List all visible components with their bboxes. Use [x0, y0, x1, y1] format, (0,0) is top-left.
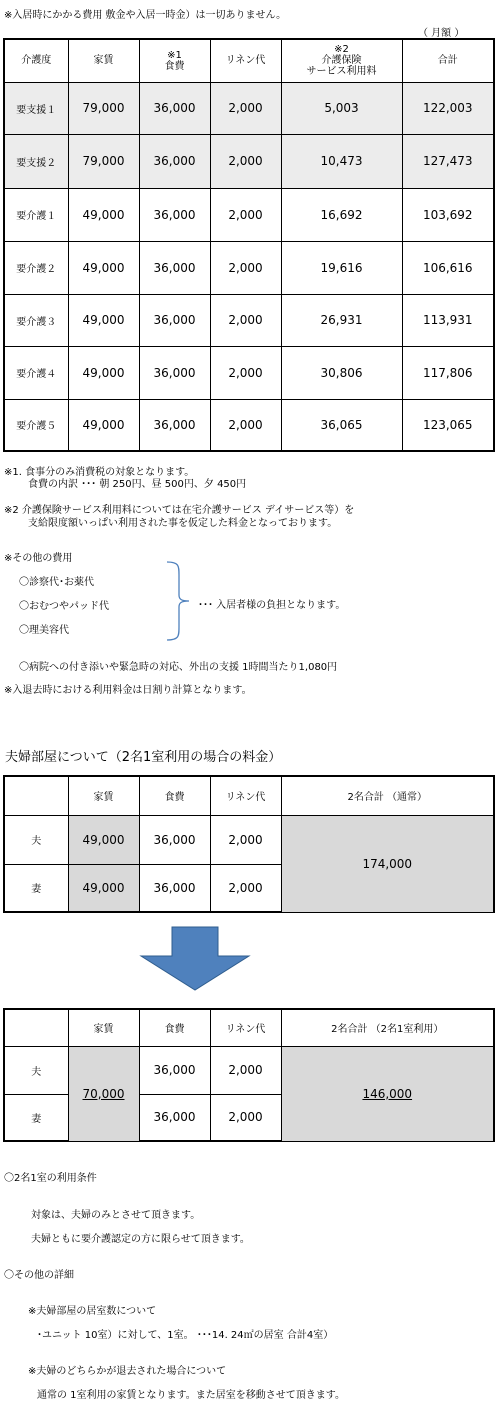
other-costs-title: ※その他の費用 [4, 553, 73, 564]
row-linen: 2,000 [210, 864, 281, 912]
header-rent: 家賃 [68, 39, 139, 82]
row-service: 5,003 [281, 82, 402, 134]
row-linen: 2,000 [210, 188, 281, 241]
header-food: 食費 [139, 1009, 210, 1046]
couple-total-standard: 174,000 [281, 815, 494, 912]
header-rent: 家賃 [68, 1009, 139, 1046]
row-linen: 2,000 [210, 399, 281, 451]
row-food: 36,000 [139, 1094, 210, 1141]
row-label-husband: 夫 [4, 815, 68, 864]
details-sub-heading: ※夫婦部屋の居室数について [28, 1306, 157, 1317]
row-level: 要支援１ [4, 82, 68, 134]
row-level: 要介護４ [4, 346, 68, 399]
row-rent: 49,000 [68, 864, 139, 912]
row-total: 117,806 [402, 346, 494, 399]
row-label-husband: 夫 [4, 1046, 68, 1094]
other-item: 〇診察代･お薬代 [19, 577, 94, 588]
header-service [281, 39, 402, 82]
condition-line: 対象は、夫婦のみとさせて頂きます。 [31, 1210, 201, 1221]
other-item: 〇理美容代 [19, 625, 69, 636]
table-row [4, 815, 494, 864]
header-linen: リネン代 [210, 39, 281, 82]
row-service: 16,692 [281, 188, 402, 241]
header-linen: リネン代 [210, 1009, 281, 1046]
header-food-note: ※1 [167, 49, 182, 61]
row-label-wife: 妻 [4, 864, 68, 912]
down-arrow-icon [139, 926, 251, 992]
row-linen: 2,000 [210, 82, 281, 134]
brace-bracket [163, 561, 193, 641]
row-linen: 2,000 [210, 346, 281, 399]
header-total: 合計 [402, 39, 494, 82]
row-level: 要介護２ [4, 241, 68, 294]
row-rent: 49,000 [68, 815, 139, 864]
row-food: 36,000 [139, 188, 210, 241]
note-2-detail: 支給限度額いっぱい利用された事を仮定した料金となっております。 [28, 518, 338, 529]
row-linen: 2,000 [210, 1046, 281, 1094]
row-food: 36,000 [139, 864, 210, 912]
row-food: 36,000 [139, 346, 210, 399]
row-level: 要介護３ [4, 294, 68, 346]
header-linen: リネン代 [210, 776, 281, 815]
row-rent: 49,000 [68, 188, 139, 241]
conditions-title: 〇2名1室の利用条件 [4, 1173, 97, 1184]
couple-table-standard [3, 775, 495, 913]
note-1: ※1. 食事分のみ消費税の対象となります。 [4, 467, 195, 478]
unit-label: （ 月額 ） [418, 28, 465, 39]
couple-section-title: 夫婦部屋について（2名1室利用の場合の料金） [5, 750, 282, 765]
header-level: 介護度 [4, 39, 68, 82]
row-service: 10,473 [281, 134, 402, 188]
row-linen: 2,000 [210, 1094, 281, 1141]
shared-rent: 70,000 [68, 1046, 139, 1141]
row-food: 36,000 [139, 1046, 210, 1094]
row-service: 36,065 [281, 399, 402, 451]
fee-table [3, 38, 495, 452]
row-food: 36,000 [139, 294, 210, 346]
header-service-label1: 介護保険 [321, 55, 362, 67]
row-total: 123,065 [402, 399, 494, 451]
table-row [4, 294, 494, 346]
header-food-label: 食費 [164, 60, 185, 72]
condition-line: 夫婦ともに要介護認定の方に限らせて頂きます。 [31, 1234, 250, 1245]
row-service: 26,931 [281, 294, 402, 346]
table-row [4, 134, 494, 188]
details-title: 〇その他の詳細 [4, 1270, 74, 1281]
header-blank [4, 776, 68, 815]
table-row [4, 241, 494, 294]
row-service: 30,806 [281, 346, 402, 399]
row-linen: 2,000 [210, 134, 281, 188]
top-note: ※入居時にかかる費用 敷金や入居一時金）は一切ありません。 [4, 10, 287, 21]
row-linen: 2,000 [210, 815, 281, 864]
row-food: 36,000 [139, 241, 210, 294]
note-1-detail: 食費の内訳 ･･･ 朝 250円、昼 500円、夕 450円 [28, 479, 247, 490]
header-blank [4, 1009, 68, 1046]
row-label-wife: 妻 [4, 1094, 68, 1141]
row-food: 36,000 [139, 134, 210, 188]
other-item: 〇おむつやパッド代 [19, 601, 109, 612]
bracket-note: ･･･ 入居者様の負担となります。 [198, 600, 346, 611]
table-row [4, 1046, 494, 1094]
header-rent: 家賃 [68, 776, 139, 815]
header-food: 食費 [139, 776, 210, 815]
row-level: 要支援２ [4, 134, 68, 188]
row-total: 122,003 [402, 82, 494, 134]
row-rent: 49,000 [68, 294, 139, 346]
header-service-label2: サービス利用料 [306, 66, 377, 78]
row-rent: 49,000 [68, 241, 139, 294]
header-service-note: ※2 [334, 44, 349, 56]
table-row [4, 399, 494, 451]
details-sub-heading: ※夫婦のどちらかが退去された場合について [28, 1366, 227, 1377]
row-food: 36,000 [139, 399, 210, 451]
couple-table-shared [3, 1008, 495, 1142]
table-row [4, 82, 494, 134]
table-row [4, 346, 494, 399]
row-total: 106,616 [402, 241, 494, 294]
details-sub-text: ･ユニット 10室）に対して、1室。 ･･･14. 24㎡の居室 合計4室） [37, 1330, 334, 1341]
escort-note: 〇病院への付き添いや緊急時の対応、外出の支援 1時間当たり1,080円 [19, 662, 338, 673]
header-total: 2名合計 （2名1室利用） [281, 1009, 494, 1046]
row-rent: 79,000 [68, 82, 139, 134]
row-rent: 49,000 [68, 399, 139, 451]
note-2: ※2 介護保険サービス利用料については在宅介護サービス デイサービス等）を [4, 505, 355, 516]
header-food [139, 39, 210, 82]
row-total: 113,931 [402, 294, 494, 346]
prorate-note: ※入退去時における利用料金は日割り計算となります。 [4, 685, 252, 696]
row-linen: 2,000 [210, 294, 281, 346]
row-food: 36,000 [139, 815, 210, 864]
row-total: 127,473 [402, 134, 494, 188]
table-row [4, 188, 494, 241]
row-food: 36,000 [139, 82, 210, 134]
row-rent: 49,000 [68, 346, 139, 399]
row-level: 要介護１ [4, 188, 68, 241]
row-service: 19,616 [281, 241, 402, 294]
row-total: 103,692 [402, 188, 494, 241]
details-sub-text: 通常の 1室利用の家賃となります。また居室を移動させて頂きます。 [37, 1390, 345, 1401]
couple-total-shared: 146,000 [281, 1046, 494, 1141]
row-linen: 2,000 [210, 241, 281, 294]
row-level: 要介護５ [4, 399, 68, 451]
header-total: 2名合計 （通常） [281, 776, 494, 815]
row-rent: 79,000 [68, 134, 139, 188]
